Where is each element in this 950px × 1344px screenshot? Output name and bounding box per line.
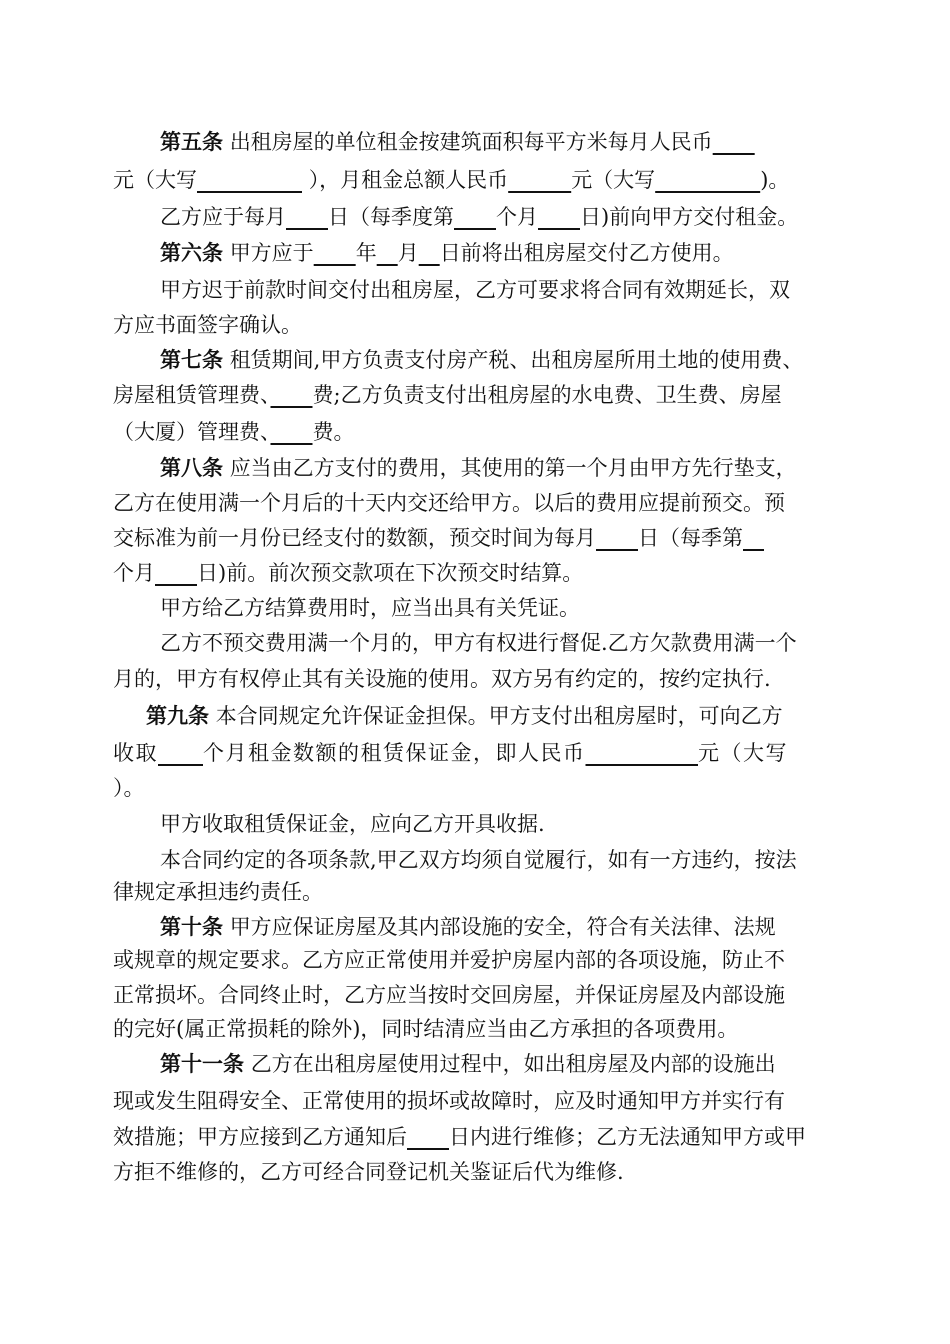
- article-9-para-2: 甲方收取租赁保证金，应向乙方开具收据.: [160, 812, 545, 836]
- article-6-para-2-line-1: 甲方迟于前款时间交付出租房屋，乙方可要求将合同有效期延长，双: [160, 278, 790, 302]
- article-11-line-3: 效措施；甲方应接到乙方通知后 日内进行维修；乙方无法通知甲方或甲: [113, 1125, 806, 1149]
- blank: [508, 168, 571, 192]
- blank: [419, 241, 440, 265]
- article-10-line-1: 第十条 甲方应保证房屋及其内部设施的安全，符合有关法律、法规: [160, 914, 776, 939]
- blank: [271, 383, 313, 407]
- article-6-heading: 第六条: [160, 240, 223, 265]
- article-9-para-3-line-2: 律规定承担违约责任。: [113, 880, 323, 904]
- blank: [158, 741, 203, 765]
- article-6-line-1: 第六条 甲方应于 年 月 日前将出租房屋交付乙方使用。: [160, 240, 734, 265]
- article-7-line-1: 第七条 租赁期间,甲方负责支付房产税、出租房屋所用土地的使用费、: [160, 347, 804, 372]
- blank: [155, 561, 197, 585]
- blank: [407, 1125, 449, 1149]
- blank: [286, 205, 328, 229]
- article-9-heading: 第九条: [146, 703, 209, 728]
- blank: [713, 130, 755, 154]
- article-7-heading: 第七条: [160, 347, 223, 372]
- article-10-heading: 第十条: [160, 914, 223, 939]
- article-5-para-2: 乙方应于每月 日（每季度第 个月 日)前向甲方交付租金。: [160, 205, 799, 229]
- article-8-line-1: 第八条 应当由乙方支付的费用，其使用的第一个月由甲方先行垫支，: [160, 455, 797, 480]
- article-5-line-2: 元（大写 ），月租金总额人民币 元（大写 )。: [113, 168, 790, 192]
- article-8-line-2: 乙方在使用满一个月后的十天内交还给甲方。以后的费用应提前预交。预: [113, 491, 785, 515]
- article-9-para-3-line-1: 本合同约定的各项条款,甲乙双方均须自觉履行，如有一方违约，按法: [160, 848, 797, 872]
- article-7-line-2: 房屋租赁管理费、 费;乙方负责支付出租房屋的水电费、卫生费、房屋: [113, 383, 782, 407]
- blank: [271, 420, 313, 444]
- blank: [197, 168, 302, 192]
- article-11-line-4: 方拒不维修的，乙方可经合同登记机关鉴证后代为维修.: [113, 1160, 624, 1184]
- article-10-line-4: 的完好(属正常损耗的除外)，同时结清应当由乙方承担的各项费用。: [113, 1017, 739, 1041]
- article-8-para-3-line-2: 月的，甲方有权停止其有关设施的使用。双方另有约定的，按约定执行.: [113, 667, 771, 691]
- article-5-heading: 第五条: [160, 129, 223, 154]
- article-10-line-2: 或规章的规定要求。乙方应正常使用并爱护房屋内部的各项设施，防止不: [113, 948, 785, 972]
- article-9-line-1: 第九条 本合同规定允许保证金担保。甲方支付出租房屋时，可向乙方: [146, 703, 783, 728]
- article-9-line-2: 收取 个月租金数额的租赁保证金，即人民币 元（大写: [113, 741, 788, 765]
- blank: [743, 526, 764, 550]
- blank: [538, 205, 580, 229]
- article-8-line-4: 个月 日)前。前次预交款项在下次预交时结算。: [113, 561, 584, 585]
- article-8-para-3-line-1: 乙方不预交费用满一个月的，甲方有权进行督促.乙方欠款费用满一个: [160, 631, 797, 655]
- article-11-heading: 第十一条: [160, 1051, 244, 1076]
- article-11-line-1: 第十一条 乙方在出租房屋使用过程中，如出租房屋及内部的设施出: [160, 1051, 776, 1076]
- blank: [314, 241, 356, 265]
- article-10-line-3: 正常损坏。合同终止时，乙方应当按时交回房屋，并保证房屋及内部设施: [113, 983, 785, 1007]
- article-5-line-1: 第五条 出租房屋的单位租金按建筑面积每平方米每月人民币: [160, 127, 755, 157]
- article-8-line-3: 交标准为前一月份已经支付的数额，预交时间为每月 日（每季第: [113, 523, 764, 553]
- article-8-para-2: 甲方给乙方结算费用时，应当出具有关凭证。: [160, 596, 580, 620]
- blank: [454, 205, 496, 229]
- blank: [377, 241, 398, 265]
- blank: [596, 526, 638, 550]
- article-6-para-2-line-2: 方应书面签字确认。: [113, 313, 302, 337]
- article-11-line-2: 现或发生阻碍安全、正常使用的损坏或故障时，应及时通知甲方并实行有: [113, 1089, 785, 1113]
- article-9-line-3: ）。: [113, 776, 145, 800]
- article-7-line-3: （大厦）管理费、 费。: [113, 420, 355, 444]
- blank: [655, 168, 760, 192]
- blank: [586, 741, 699, 765]
- article-8-heading: 第八条: [160, 455, 223, 480]
